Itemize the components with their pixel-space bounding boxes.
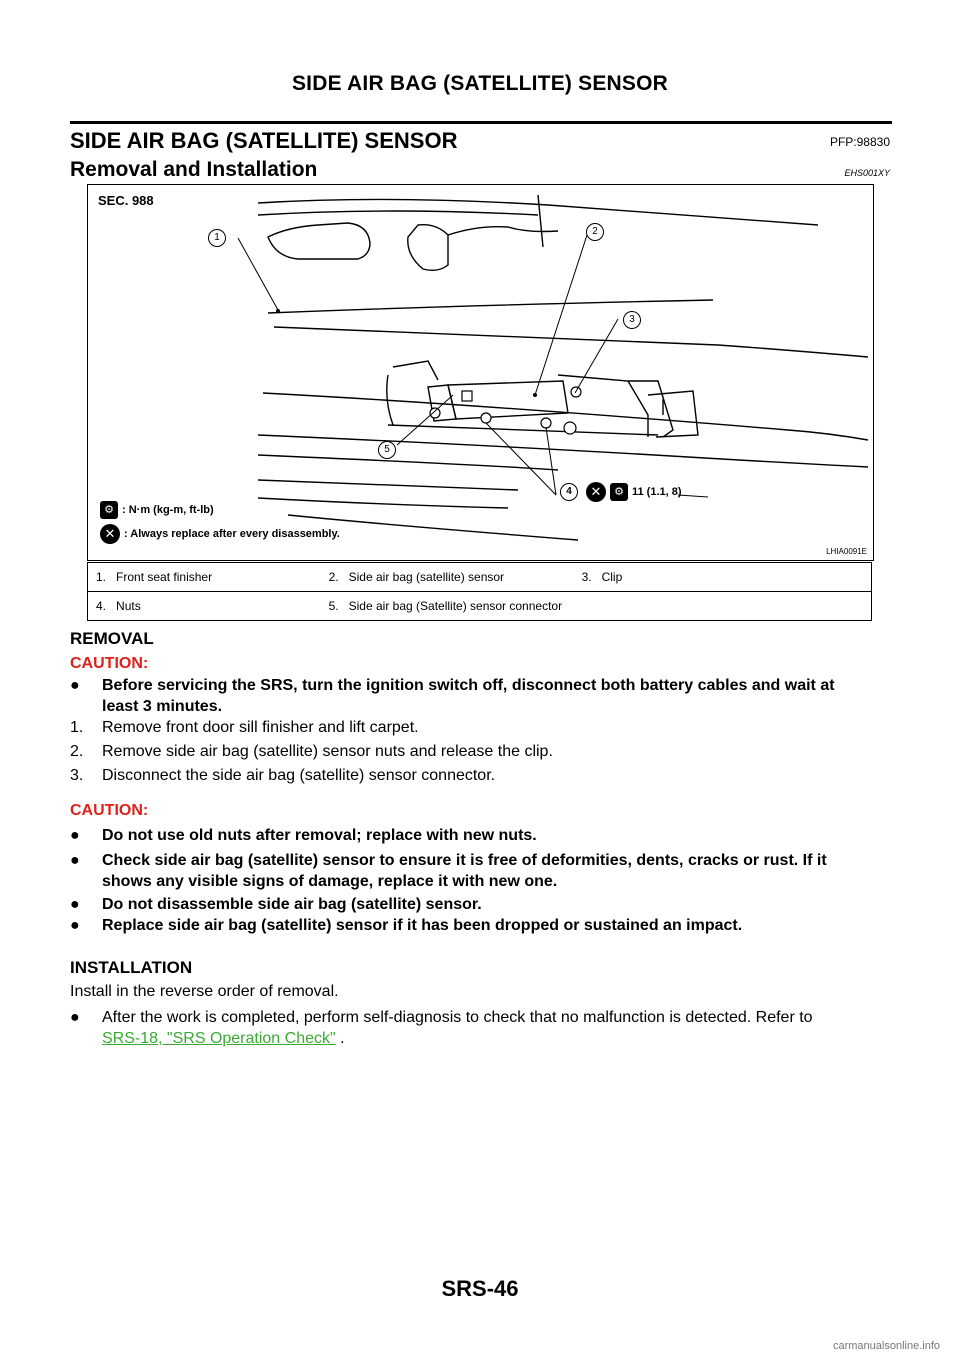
- header-rule: [70, 121, 892, 124]
- bullet-icon: ●: [70, 677, 80, 694]
- caution-2-bullet-4: ● Replace side air bag (satellite) sensor if it has been dropped or sustained an impact.: [70, 917, 743, 934]
- table-row: [88, 592, 872, 621]
- subsection-title: Removal and Installation: [70, 158, 318, 181]
- subsection-code: EHS001XY: [844, 168, 890, 178]
- table-cell: 2. Side air bag (satellite) sensor: [229, 563, 574, 592]
- table-cell: 3. Clip: [574, 563, 872, 592]
- legend-replace: [100, 524, 340, 544]
- legend-torque-text: : N·m (kg-m, ft-lb): [122, 504, 214, 516]
- removal-step-2: 2. Remove side air bag (satellite) sensor nuts and release the clip.: [70, 743, 553, 760]
- replace-icon: ✕: [586, 482, 606, 502]
- srs-operation-check-link[interactable]: SRS-18, "SRS Operation Check": [102, 1030, 336, 1047]
- torque-value: 11 (1.1, 8): [632, 486, 682, 498]
- caution-2-bullet-3: ● Do not disassemble side air bag (satellite) sensor.: [70, 896, 482, 913]
- removal-step-3: 3. Disconnect the side air bag (satellite) sensor connector.: [70, 767, 496, 784]
- page-number: SRS-46: [441, 1276, 519, 1301]
- section-title: SIDE AIR BAG (SATELLITE) SENSOR: [70, 128, 458, 153]
- installation-heading: INSTALLATION: [70, 958, 193, 977]
- legend-replace-text: : Always replace after every disassembly.: [124, 528, 340, 540]
- table-row: [88, 563, 872, 592]
- table-cell: 1. Front seat finisher: [88, 563, 229, 592]
- caution-2-bullet-2: ● Check side air bag (satellite) sensor to ensure it is free of deformities, dents, cracks or rust. If it shows any visible signs of damage, replace it with new one.: [70, 852, 827, 890]
- caution-1-bullet: ● Before servicing the SRS, turn the ignition switch off, disconnect both battery cables and wait at least 3 minutes.: [70, 677, 835, 715]
- removal-step-1: 1. Remove front door sill finisher and lift carpet.: [70, 719, 419, 736]
- torque-icon: ⚙: [100, 501, 118, 519]
- callout-4: 4: [560, 483, 578, 501]
- parts-table: [87, 562, 872, 621]
- callout-5: 5: [378, 441, 396, 459]
- figure-section-label: SEC. 988: [98, 193, 154, 208]
- caution-label-1: CAUTION:: [70, 655, 149, 672]
- table-cell: [574, 592, 872, 621]
- sensor-illustration: [87, 184, 874, 561]
- installation-intro: Install in the reverse order of removal.: [70, 983, 339, 1000]
- table-cell: 5. Side air bag (Satellite) sensor connector: [229, 592, 574, 621]
- callout-3: 3: [623, 311, 641, 329]
- table-cell: 4. Nuts: [88, 592, 229, 621]
- torque-icon: ⚙: [610, 483, 628, 501]
- torque-spec: [566, 482, 682, 502]
- removal-heading: REMOVAL: [70, 629, 154, 648]
- installation-bullet: ● After the work is completed, perform self-diagnosis to check that no malfunction is detected. Refer to SRS-18, "SRS Operation Check" .: [70, 1009, 813, 1047]
- replace-icon: ✕: [100, 524, 120, 544]
- page-header-title: SIDE AIR BAG (SATELLITE) SENSOR: [291, 72, 669, 95]
- callout-2: 2: [586, 223, 604, 241]
- caution-label-2: CAUTION:: [70, 802, 149, 819]
- figure-code: LHIA0091E: [826, 547, 867, 556]
- pfp-code: PFP:98830: [829, 135, 890, 149]
- callout-1: 1: [208, 229, 226, 247]
- watermark: carmanualsonline.info: [832, 1340, 940, 1352]
- caution-2-bullet-1: ● Do not use old nuts after removal; replace with new nuts.: [70, 827, 537, 844]
- legend-torque: [100, 501, 214, 519]
